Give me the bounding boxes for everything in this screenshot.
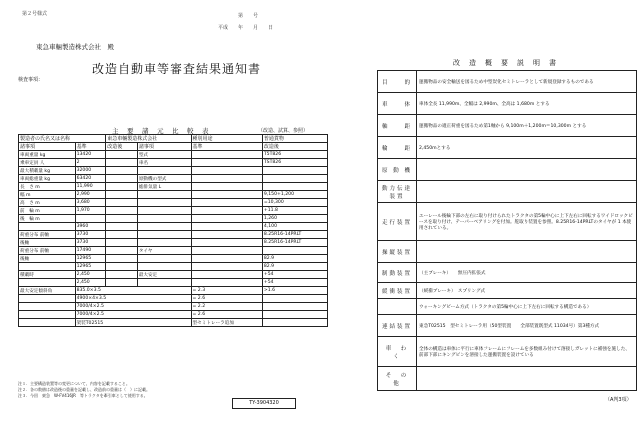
table-cell: 車両総重量 kg	[19, 175, 76, 183]
table-cell	[106, 151, 138, 159]
table-cell	[106, 239, 138, 247]
table-cell	[137, 231, 191, 239]
table-row	[19, 223, 328, 231]
table-cell: 3730	[75, 239, 106, 247]
table-cell	[137, 279, 191, 287]
table-cell: +54	[262, 279, 327, 287]
calc-row	[19, 287, 328, 295]
calc-row	[19, 295, 328, 303]
table-row	[19, 247, 328, 255]
table-cell: +11.8	[262, 207, 327, 215]
table-cell	[137, 199, 191, 207]
footer-note: 注１．主要構造装置等の変更について、内容を記載すること。	[18, 381, 130, 386]
summary-row	[378, 203, 637, 241]
summary-row	[378, 283, 637, 299]
table-row	[19, 263, 328, 271]
table-cell	[262, 247, 327, 255]
table-cell: 車両重量 kg	[19, 151, 76, 159]
table-cell: タイヤ	[137, 247, 191, 255]
calc-cell	[19, 303, 76, 311]
table-cell	[191, 271, 262, 279]
table-cell	[106, 199, 138, 207]
table-cell: T5T826	[262, 151, 327, 159]
table-cell	[191, 223, 262, 231]
table-cell: 原動機の型式	[137, 175, 191, 183]
table-cell: 後軸	[19, 239, 76, 247]
table-cell: 2,450	[75, 279, 106, 287]
table-cell	[19, 223, 76, 231]
calc-cell: = 2.6	[191, 311, 262, 319]
table-row	[19, 183, 328, 191]
table-cell	[137, 255, 191, 263]
table-cell	[137, 239, 191, 247]
table-cell: 2,450	[75, 271, 106, 279]
table-cell: +54	[262, 271, 327, 279]
summary-row	[378, 299, 637, 315]
calc-cell: >1.6	[262, 287, 327, 295]
table-cell: 幅 m	[19, 191, 76, 199]
table-row	[19, 151, 328, 159]
table-cell: 前 輪 m	[19, 207, 76, 215]
summary-label: 目 的	[378, 71, 417, 93]
table-row	[19, 175, 328, 183]
table-cell	[137, 263, 191, 271]
summary-text	[417, 181, 637, 203]
table-cell	[106, 183, 138, 191]
table-cell	[137, 207, 191, 215]
table-cell	[191, 255, 262, 263]
modification-summary-page	[365, 0, 640, 430]
table-cell	[191, 239, 262, 247]
table-cell: 荷重分布 前軸	[19, 231, 76, 239]
table-cell: 総排気量 L	[137, 183, 191, 191]
summary-row	[378, 181, 637, 203]
document-number: 第 号	[238, 13, 259, 19]
col-header: 基準	[191, 143, 262, 151]
calc-row	[19, 303, 328, 311]
summary-text	[417, 367, 637, 391]
summary-row	[378, 263, 637, 283]
table-cell	[106, 223, 138, 231]
table-cell	[106, 263, 138, 271]
table-cell: 63420	[75, 175, 106, 183]
table-cell: 積載時	[19, 271, 76, 279]
table-cell: 3960	[75, 223, 106, 231]
calc-cell	[19, 311, 76, 319]
table-cell	[106, 279, 138, 287]
summary-label: 動力伝達装置	[378, 181, 417, 203]
table-cell	[191, 167, 262, 175]
calc-cell: 835.0×3.5	[75, 287, 191, 295]
calc-cell: 架装T02515	[75, 319, 191, 327]
table-cell: 8.25R16-14PRLT	[262, 231, 327, 239]
table-cell	[191, 175, 262, 183]
summary-label	[378, 299, 417, 315]
table-row	[19, 279, 328, 287]
maker-label: 製造者の氏名又は名称	[19, 135, 106, 143]
summary-row	[378, 337, 637, 367]
table-row	[19, 255, 328, 263]
table-row	[19, 191, 328, 199]
summary-label: そ の 他	[378, 367, 417, 391]
table-row	[19, 271, 328, 279]
table-row	[19, 215, 328, 223]
table-cell: 長 さ m	[19, 183, 76, 191]
table-row	[19, 207, 328, 215]
table-cell	[106, 215, 138, 223]
table-row	[19, 159, 328, 167]
table-cell: 82.9	[262, 255, 327, 263]
table-cell: 9,150+1,200	[262, 191, 327, 199]
addressee: 東急車輛製造株式会社 殿	[36, 43, 114, 51]
use-label: 種別用途	[191, 135, 262, 143]
summary-text: 車体全長 11,990m、全幅は 2,990m、全高は 1,680m とする	[417, 93, 637, 115]
calc-cell: = 2.2	[191, 303, 262, 311]
table-cell: 82.9	[262, 263, 327, 271]
summary-text	[417, 159, 637, 181]
col-header: 基準	[75, 143, 106, 151]
calc-cell: = 2.3	[191, 287, 262, 295]
table-cell	[191, 191, 262, 199]
summary-row	[378, 315, 637, 337]
calc-cell: 最大安定傾斜角	[19, 287, 76, 295]
table-cell	[137, 223, 191, 231]
table-cell: 高 さ m	[19, 199, 76, 207]
table-title: 主 要 諸 元 比 較 表	[112, 127, 210, 135]
calc-cell: = 2.6	[191, 295, 262, 303]
table-cell	[106, 167, 138, 175]
summary-text: 2,450mとする	[417, 137, 637, 159]
use-value: 普通貨物	[262, 135, 327, 143]
col-header: 諸事項	[137, 143, 191, 151]
table-cell: 後 輪 m	[19, 215, 76, 223]
calc-cell	[262, 311, 327, 319]
table-cell: 4,100	[262, 223, 327, 231]
page-title: 改造自動車等審査結果通知書	[92, 62, 262, 76]
table-cell	[191, 199, 262, 207]
table-cell: 車名	[137, 159, 191, 167]
summary-text: 運搬物品の適正荷重を図るため第1軸から 9,100m＋1,200m＝10,300m とする	[417, 115, 637, 137]
summary-row	[378, 159, 637, 181]
table-cell: 8.25R16-14PRLT	[262, 239, 327, 247]
table-cell	[262, 183, 327, 191]
table-cell: 1,260	[262, 215, 327, 223]
summary-row	[378, 241, 637, 263]
table-cell	[191, 151, 262, 159]
summary-row	[378, 71, 637, 93]
summary-text: （緩衝ブレーキ） スプリング式	[417, 283, 637, 299]
summary-text: 東急T02515 型セミトレーラ用（50型装置 全部装置既型式 11034号）第3種方式	[417, 315, 637, 337]
table-cell: 荷重分布 前軸	[19, 247, 76, 255]
related-items-label: 検査事項：	[18, 77, 44, 83]
summary-table	[377, 70, 637, 391]
maker-value: 東急車輛製造株式会社	[106, 135, 191, 143]
summary-text: 全体の構造は車体に平行に車体フレームにフレームを多数組み付けて溶接しガレットに補強を施した、前部下部にキングピンを溶接した運搬装置を設けている	[417, 337, 637, 367]
summary-label: 走行装置	[378, 203, 417, 241]
table-cell: 2	[75, 159, 106, 167]
calc-cell: 4900×4×3.5	[75, 295, 191, 303]
table-cell	[191, 207, 262, 215]
table-cell	[137, 191, 191, 199]
table-cell	[106, 159, 138, 167]
table-cell	[262, 167, 327, 175]
table-cell	[106, 191, 138, 199]
table-cell	[106, 271, 138, 279]
table-cell	[106, 255, 138, 263]
table-cell: 型式	[137, 151, 191, 159]
table-cell: =10,300	[262, 199, 327, 207]
table-cell: 最大安定	[137, 271, 191, 279]
table-row	[19, 231, 328, 239]
footer-note: 注２．各の数値は改造後の重量を記載し、改造前の重量は（ ）に記載。	[18, 387, 150, 392]
summary-title: 改 造 概 要 説 明 書	[453, 59, 557, 67]
summary-label: 連結装置	[378, 315, 417, 337]
summary-text	[417, 241, 637, 263]
table-cell	[106, 207, 138, 215]
table-cell	[191, 263, 262, 271]
table-cell	[106, 247, 138, 255]
table-cell	[137, 215, 191, 223]
table-cell	[19, 279, 76, 287]
calc-cell	[19, 319, 76, 327]
calc-cell: 7000/4×2.5	[75, 311, 191, 319]
calc-row	[19, 311, 328, 319]
calc-cell	[262, 319, 327, 327]
table-cell	[106, 231, 138, 239]
table-cell: 12965	[75, 263, 106, 271]
calc-cell	[262, 295, 327, 303]
table-cell: 12965	[75, 255, 106, 263]
calc-cell: 型セミトレーラ追加	[191, 319, 262, 327]
table-cell: 最大積載量 kg	[19, 167, 76, 175]
table-cell	[191, 247, 262, 255]
col-header: 改造後	[106, 143, 138, 151]
col-header: 改造後	[262, 143, 327, 151]
table-cell	[191, 183, 262, 191]
column-header-row	[19, 143, 328, 151]
table-cell	[191, 159, 262, 167]
table-cell: 1,970	[75, 207, 106, 215]
table-cell: 乗車定員 人	[19, 159, 76, 167]
table-cell	[106, 175, 138, 183]
col-header: 諸事項	[19, 143, 76, 151]
summary-label: 操縦装置	[378, 241, 417, 263]
table-cell: 後軸	[19, 255, 76, 263]
summary-label: 制動装置	[378, 263, 417, 283]
table-row	[19, 167, 328, 175]
table-cell: 13420	[75, 151, 106, 159]
unit-note: （改造、試算、参照）	[258, 128, 309, 134]
table-cell: 2,990	[75, 191, 106, 199]
table-row	[19, 239, 328, 247]
table-cell: 17490	[75, 247, 106, 255]
calc-cell	[262, 303, 327, 311]
summary-label: 車 体	[378, 93, 417, 115]
table-cell: 3730	[75, 231, 106, 239]
calc-row	[19, 319, 328, 327]
summary-text: ウォーキングビーム方式（トラクタの第5輪中心に上下左右に回転する構造である）	[417, 299, 637, 315]
summary-row	[378, 137, 637, 159]
table-cell	[191, 215, 262, 223]
form-number: 第２号様式	[22, 11, 48, 17]
summary-label: 車 わ く	[378, 337, 417, 367]
summary-label: 軸 距	[378, 115, 417, 137]
summary-label: 輪 距	[378, 137, 417, 159]
issue-date: 平成 年 月 日	[218, 25, 274, 31]
calc-cell: 7000/4×2.5	[75, 303, 191, 311]
table-cell	[191, 231, 262, 239]
table-cell: 3,680	[75, 199, 106, 207]
page-count: （A判3項）	[605, 397, 632, 403]
summary-text: 運搬物品の安全輸送を図るため中型炭化セミトレーラとして新規登録するものである	[417, 71, 637, 93]
summary-row	[378, 367, 637, 391]
summary-label: 原 動 機	[378, 159, 417, 181]
summary-text: （主ブレーキ） 無圧内拡張式	[417, 263, 637, 283]
calc-cell	[19, 295, 76, 303]
table-cell: 11,990	[75, 183, 106, 191]
spec-comparison-table	[18, 134, 328, 327]
table-cell	[262, 175, 327, 183]
table-cell	[19, 263, 76, 271]
table-row	[19, 199, 328, 207]
summary-label: 緩衝装置	[378, 283, 417, 299]
reference-stamp: TY-3904320	[232, 398, 296, 409]
table-cell	[137, 167, 191, 175]
summary-text: エーレール後輪下部の左右に取り付けられたトラクタの第5輪中心に上下左右に回転するワイドロックピースを取り付け、テーパーベアリングを付加。舵取り装置を参照。8.25R16-14PRLTのタイヤが 1 本使用されている。	[417, 203, 637, 241]
footer-note: 注３．今回 東急 W-FV416JR 等トラクタを牽引車として使用する。	[18, 393, 148, 398]
table-cell: 32000	[75, 167, 106, 175]
summary-row	[378, 93, 637, 115]
summary-row	[378, 115, 637, 137]
table-cell: TST826	[262, 159, 327, 167]
table-cell	[75, 215, 106, 223]
table-cell	[191, 279, 262, 287]
